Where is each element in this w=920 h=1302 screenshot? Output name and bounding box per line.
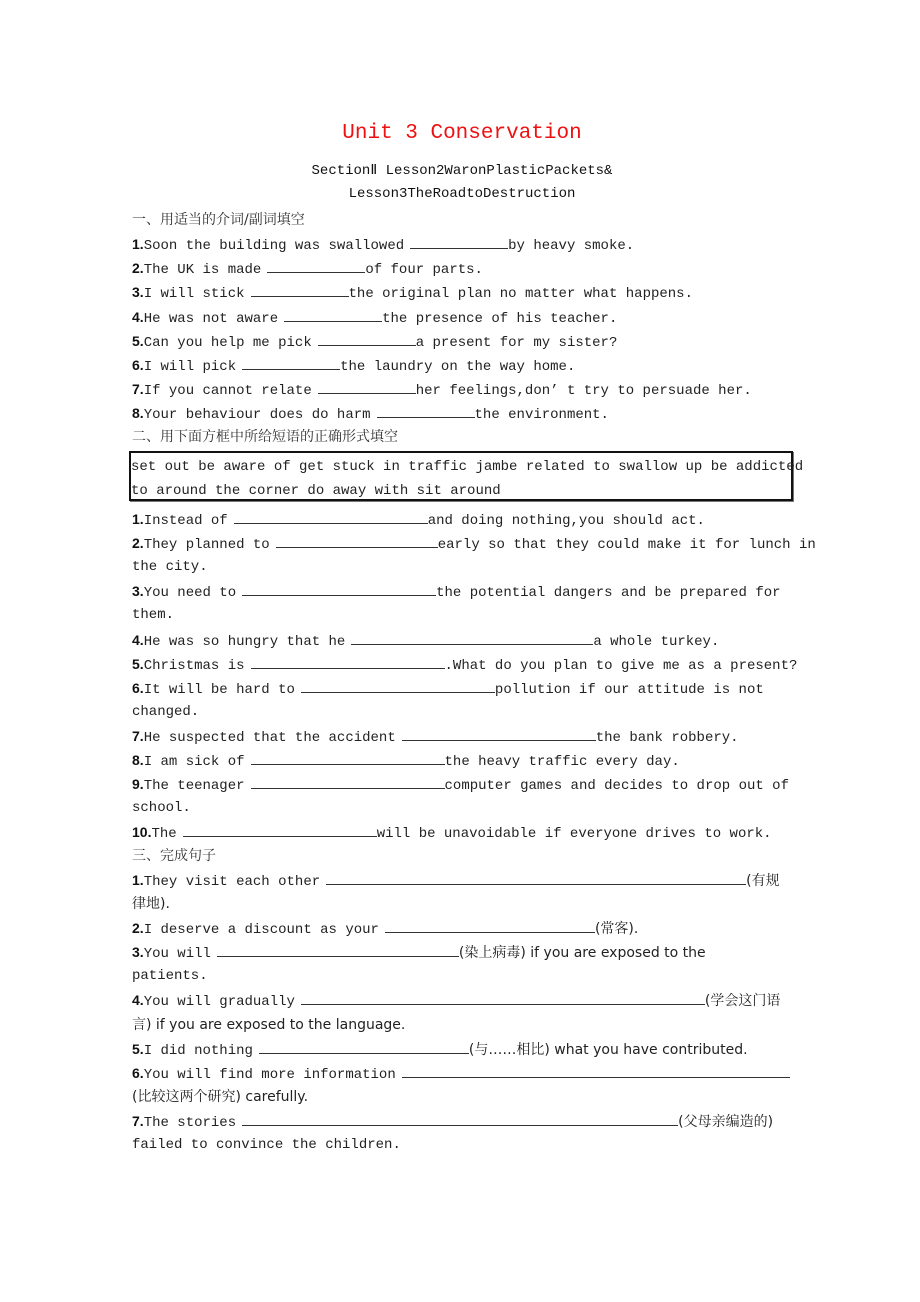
section3-item-4-cont: 言) if you are exposed to the language. — [132, 1017, 406, 1033]
item-number: 10. — [132, 824, 152, 840]
section3-item-6-cont: (比较这两个研究) carefully. — [132, 1089, 309, 1105]
item-hint: (染上病毒) if you are exposed to the — [458, 945, 706, 961]
section3-item-5 — [132, 1037, 748, 1061]
item-number: 6. — [132, 1065, 144, 1081]
answer-blank[interactable] — [242, 1111, 678, 1126]
document-title: Unit 3 Conservation — [342, 122, 582, 145]
section1-item-7 — [132, 377, 752, 401]
item-text-before: The UK is made — [143, 262, 262, 278]
answer-blank[interactable] — [318, 331, 416, 346]
item-text-after: a whole turkey. — [593, 634, 720, 650]
item-number: 3. — [132, 944, 144, 960]
answer-blank[interactable] — [242, 355, 340, 370]
item-text-before: Christmas is — [143, 658, 245, 674]
item-text-before: I am sick of — [143, 754, 245, 770]
section3-item-4 — [132, 988, 780, 1012]
answer-blank[interactable] — [301, 990, 705, 1005]
section1-item-4 — [132, 305, 617, 329]
section2-item-8 — [132, 748, 680, 772]
item-number: 3. — [132, 583, 144, 599]
answer-blank[interactable] — [284, 307, 382, 322]
item-number: 4. — [132, 992, 144, 1008]
item-number: 8. — [132, 405, 144, 421]
item-number: 2. — [132, 535, 144, 551]
item-text-before: Can you help me pick — [143, 335, 312, 351]
item-number: 8. — [132, 752, 144, 768]
item-text-before: He was not aware — [143, 311, 279, 327]
item-text-after: the presence of his teacher. — [382, 311, 618, 327]
item-number: 3. — [132, 284, 144, 300]
item-text-before: They planned to — [143, 537, 270, 553]
answer-blank[interactable] — [318, 379, 416, 394]
answer-blank[interactable] — [385, 918, 595, 933]
answer-blank[interactable] — [242, 581, 436, 596]
item-text-before: You will — [143, 946, 211, 962]
item-hint: (常客). — [594, 921, 639, 937]
phrase-box-line-2: to around the corner do away with sit around — [131, 483, 501, 499]
item-number: 7. — [132, 381, 144, 397]
answer-blank[interactable] — [351, 630, 593, 645]
item-number: 7. — [132, 728, 144, 744]
item-text-before: If you cannot relate — [143, 383, 312, 399]
section2-item-3-cont: them. — [132, 607, 175, 623]
answer-blank[interactable] — [251, 750, 445, 765]
phrase-box — [129, 451, 804, 501]
section2-item-5 — [132, 652, 797, 676]
answer-blank[interactable] — [410, 234, 508, 249]
item-text-before: I did nothing — [143, 1043, 253, 1059]
answer-blank[interactable] — [326, 870, 746, 885]
item-number: 5. — [132, 1041, 144, 1057]
item-number: 1. — [132, 872, 144, 888]
item-text-before: The teenager — [143, 778, 245, 794]
section3-item-3-cont: patients. — [132, 968, 208, 984]
item-text-before: You need to — [143, 585, 237, 601]
section2-item-6 — [132, 676, 764, 700]
answer-blank[interactable] — [251, 774, 445, 789]
item-number: 4. — [132, 632, 144, 648]
item-text-before: He suspected that the accident — [143, 730, 396, 746]
item-hint: (父母亲编造的) — [678, 1114, 774, 1130]
item-number: 7. — [132, 1113, 144, 1129]
item-number: 5. — [132, 333, 144, 349]
section3-item-7-cont: failed to convince the children. — [132, 1137, 401, 1153]
section-subtitle: SectionⅡ Lesson2WaronPlasticPackets& — [311, 163, 613, 179]
item-text-before: The — [151, 826, 177, 842]
section3-item-1 — [132, 868, 780, 892]
item-number: 6. — [132, 357, 144, 373]
item-text-after: the bank robbery. — [595, 730, 739, 746]
section1-item-1 — [132, 232, 634, 256]
answer-blank[interactable] — [183, 822, 377, 837]
item-text-after: early so that they could make it for lunch in — [437, 537, 816, 553]
item-text-after: by heavy smoke. — [508, 238, 635, 254]
item-text-after: of four parts. — [365, 262, 483, 278]
section2-item-2 — [132, 531, 816, 555]
answer-blank[interactable] — [251, 654, 445, 669]
section1-item-5 — [132, 329, 617, 353]
item-text-before: Instead of — [143, 513, 228, 529]
section2-item-1 — [132, 507, 705, 531]
item-text-after: the heavy traffic every day. — [444, 754, 680, 770]
section3-item-1-cont: 律地). — [132, 896, 170, 912]
phrase-box-line-1: set out be aware of get stuck in traffic jambe related to swallow up be addicted — [131, 459, 804, 475]
answer-blank[interactable] — [402, 1063, 790, 1078]
answer-blank[interactable] — [259, 1039, 469, 1054]
item-hint: (学会这门语 — [704, 993, 781, 1009]
item-text-before: I will pick — [143, 359, 237, 375]
section2-item-2-cont: the city. — [132, 559, 208, 575]
item-number: 2. — [132, 920, 144, 936]
item-text-after: the potential dangers and be prepared for — [436, 585, 781, 601]
item-number: 4. — [132, 309, 144, 325]
item-text-after: a present for my sister? — [415, 335, 618, 351]
answer-blank[interactable] — [267, 258, 365, 273]
section2-item-9 — [132, 772, 789, 796]
answer-blank[interactable] — [402, 726, 596, 741]
item-text-before: Your behaviour does do harm — [143, 407, 371, 423]
item-number: 9. — [132, 776, 144, 792]
item-text-before: He was so hungry that he — [143, 634, 346, 650]
item-text-before: I deserve a discount as your — [143, 922, 379, 938]
item-number: 2. — [132, 260, 144, 276]
item-number: 1. — [132, 236, 144, 252]
item-text-after: the laundry on the way home. — [340, 359, 576, 375]
section2-item-9-cont: school. — [132, 800, 191, 816]
section2-item-10 — [132, 820, 772, 844]
section1-heading: 一、用适当的介词/副词填空 — [132, 212, 305, 228]
item-text-after: her feelings,don’ t try to persuade her. — [415, 383, 752, 399]
answer-blank[interactable] — [276, 533, 438, 548]
item-text-after: the original plan no matter what happens. — [348, 286, 693, 302]
section3-item-3 — [132, 940, 706, 964]
answer-blank[interactable] — [217, 942, 459, 957]
answer-blank[interactable] — [251, 282, 349, 297]
section3-item-2 — [132, 916, 638, 940]
section3-heading: 三、完成句子 — [132, 848, 216, 864]
item-text-after: pollution if our attitude is not — [494, 682, 764, 698]
item-number: 5. — [132, 656, 144, 672]
item-hint: (与……相比) what you have contributed. — [468, 1042, 748, 1058]
lesson-subtitle: Lesson3TheRoadtoDestruction — [348, 186, 576, 202]
section3-item-6 — [132, 1061, 790, 1085]
section1-item-8 — [132, 401, 609, 425]
item-text-before: It will be hard to — [143, 682, 295, 698]
section2-item-4 — [132, 628, 719, 652]
item-text-after: the environment. — [474, 407, 609, 423]
section2-item-6-cont: changed. — [132, 704, 200, 720]
section3-item-7 — [132, 1109, 773, 1133]
item-number: 6. — [132, 680, 144, 696]
section1-item-2 — [132, 256, 483, 280]
section2-item-7 — [132, 724, 739, 748]
item-text-after: and doing nothing,you should act. — [427, 513, 705, 529]
item-text-before: The stories — [143, 1115, 237, 1131]
item-text-after: computer games and decides to drop out of — [444, 778, 789, 794]
item-text-after: will be unavoidable if everyone drives to work. — [376, 826, 772, 842]
item-text-before: Soon the building was swallowed — [143, 238, 405, 254]
section1-item-6 — [132, 353, 575, 377]
answer-blank[interactable] — [234, 509, 428, 524]
item-text-after: .What do you plan to give me as a present? — [444, 658, 798, 674]
item-text-before: You will gradually — [143, 994, 295, 1010]
section1-item-3 — [132, 280, 693, 304]
section2-item-3 — [132, 579, 781, 603]
item-hint: (有规 — [746, 873, 780, 889]
item-text-before: I will stick — [143, 286, 245, 302]
item-number: 1. — [132, 511, 144, 527]
answer-blank[interactable] — [377, 403, 475, 418]
answer-blank[interactable] — [301, 678, 495, 693]
item-text-before: They visit each other — [143, 874, 321, 890]
section2-heading: 二、用下面方框中所给短语的正确形式填空 — [132, 429, 398, 445]
item-text-before: You will find more information — [143, 1067, 396, 1083]
